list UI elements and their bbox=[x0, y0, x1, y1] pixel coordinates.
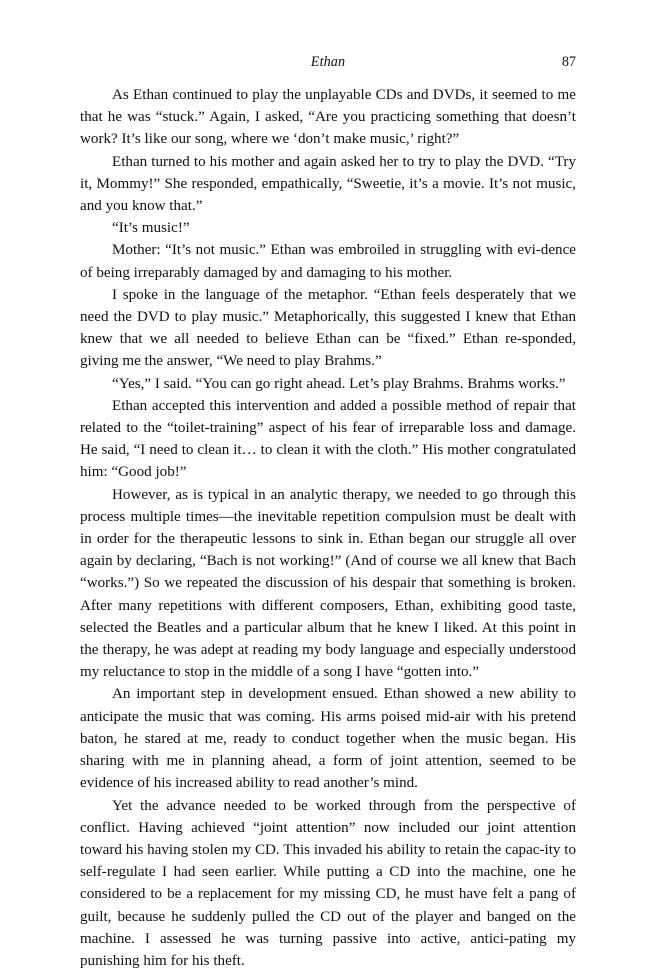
paragraph-2: Ethan turned to his mother and again asked her to try to play the DVD. “Try it, Mommy!” She responded, empathically, “Sweetie, it’s a movie. It’s not music, and you know that.” bbox=[80, 153, 576, 215]
paragraph-9: An important step in development ensued. Ethan showed a new ability to anticipate the music that was coming. His arms poised mid-air with his pretend baton, he stared at me, ready to conduct together when the music began. His sharing with me in planning ahead, a form of joint attention, seemed to be evidence of his increased ability to read another’s mind. bbox=[80, 686, 576, 792]
page-number: 87 bbox=[561, 54, 576, 70]
paragraph-7: Ethan accepted this intervention and added a possible method of repair that related to the “toilet-training” aspect of his fear of irreparable loss and damage. He said, “I need to clean it… to clean it with the cloth.” His mother congratulated him: “Good job!” bbox=[80, 397, 576, 481]
paragraph-6: “Yes,” I said. “You can go right ahead. Let’s play Brahms. Brahms works.” bbox=[112, 375, 566, 392]
running-head bbox=[80, 54, 576, 74]
body-text bbox=[80, 84, 576, 972]
paragraph-3: “It’s music!” bbox=[112, 220, 190, 237]
paragraph-5: I spoke in the language of the metaphor. “Ethan feels desperately that we need the DVD to play music.” Metaphorically, this suggested I knew that Ethan knew that we all needed to believe Ethan can be “fixed.” Ethan re-sponded, giving me the answer, “We need to play Brahms.” bbox=[80, 286, 576, 370]
paragraph-4: Mother: “It’s not music.” Ethan was embroiled in struggling with evi-dence of being irreparably damaged by and damaging to his mother. bbox=[80, 242, 576, 281]
running-title: Ethan bbox=[310, 54, 346, 70]
paragraph-8: However, as is typical in an analytic therapy, we needed to go through this process multiple times—the inevitable repetition compulsion must be dealt with in order for the therapeutic lessons to sink in. Ethan began our struggle all over again by declaring, “Bach is not working!” (And of course we all knew that Bach “works.”) So we repeated the discussion of his despair that something is broken. After many repetitions with different composers, Ethan, exhibiting good taste, selected the Beatles and a particular album that he knew I liked. At this point in the therapy, he was adept at reading my body language and especially understood my reluctance to stop in the middle of a song I have “gotten into.” bbox=[80, 486, 576, 681]
paragraph-10: Yet the advance needed to be worked through from the perspective of conflict. Having achieved “joint attention” now included our joint attention toward his having stolen my CD. This invaded his ability to retain the capac-ity to self-regulate I had seen earlier. While putting a CD into the machine, one he considered to be a replacement for my missing CD, he must have felt a pang of guilt, because he suddenly pulled the CD out of the player and banged on the machine. I assessed he was turning passive into active, antici-pating my punishing him for his theft. bbox=[80, 797, 576, 969]
paragraph-1: As Ethan continued to play the unplayable CDs and DVDs, it seemed to me that he was “stuck.” Again, I asked, “Are you practicing something that doesn’t work? It’s like our song, where we ‘don’t make music,’ right?” bbox=[80, 87, 576, 148]
